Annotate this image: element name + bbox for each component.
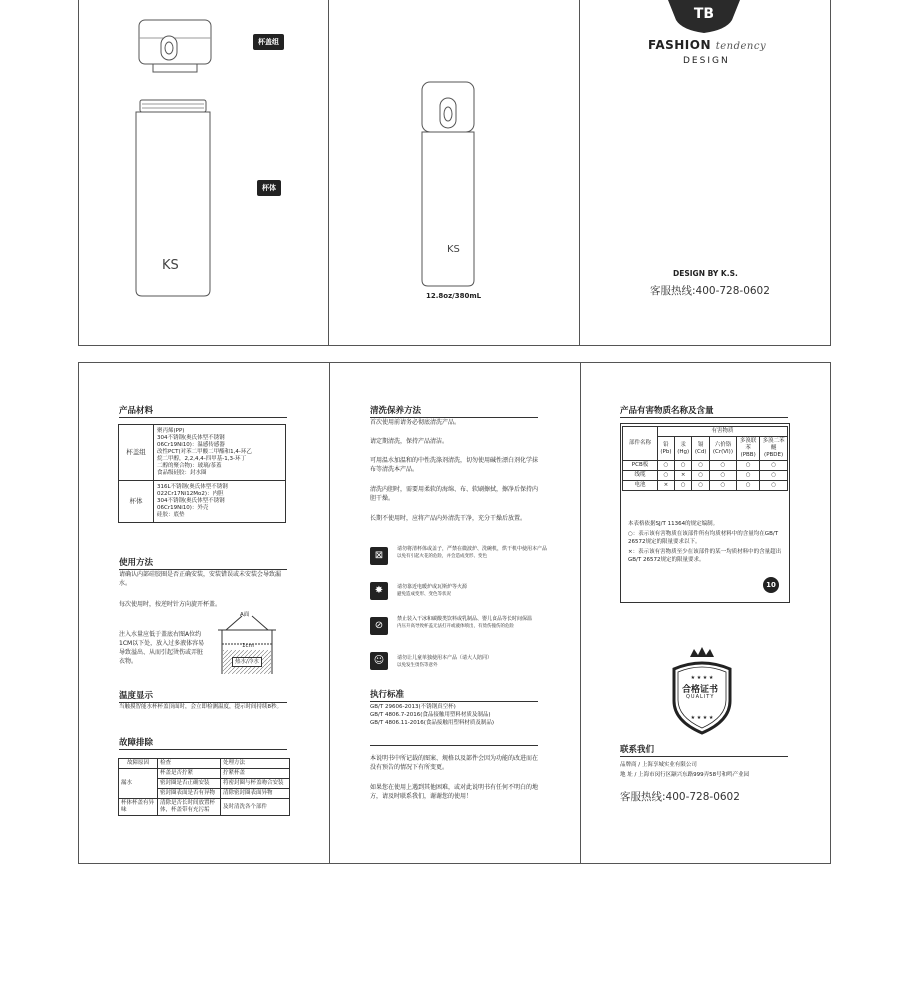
material-item: 06Cr19Ni10)：外壳 — [157, 505, 209, 511]
materials-row-lid — [119, 425, 286, 481]
care-p1: 首次使用前请务必彻底清洗产品。 — [370, 419, 461, 426]
material-item: 改性PCT(对苯二甲酸二甲酯和1,4-环乙 — [157, 449, 252, 455]
no-carbonated-warning-icon: ⊘ — [370, 617, 388, 635]
standards-divider — [370, 745, 538, 746]
warning-main: 禁止装入干冰和碳酸类饮料或乳制品、婴儿食品等长时间保温 — [397, 616, 533, 622]
brand-script: tendency — [715, 41, 767, 52]
hazard-val: ○ — [674, 481, 692, 491]
svg-text:TB: TB — [693, 6, 715, 22]
trouble-row — [119, 789, 290, 799]
hazard-val: ○ — [760, 481, 788, 491]
cert-title: 合格证书 — [682, 685, 719, 695]
usage-p2: 每次使用时，按逆时针方向旋开杯盖。 — [119, 601, 222, 608]
material-item: 316L不锈钢(奥氏体型不锈钢 — [157, 484, 228, 490]
warning-text — [397, 655, 547, 669]
warning-main: 请勿靠近电暖炉或瓦斯炉等火源 — [397, 584, 468, 590]
trouble-cell: 密封圈是否正确安装 — [158, 779, 221, 789]
trouble-cell: 杯盖是否拧紧 — [158, 769, 221, 779]
material-item: 硅胶：底垫 — [157, 512, 185, 518]
hazard-val: ○ — [760, 461, 788, 471]
hazard-row-name: 电池 — [623, 481, 658, 491]
trouble-cell: 及时清洗各个部件 — [221, 799, 290, 816]
cup-logo: KS — [162, 258, 179, 273]
top-hotline: 客服热线:400-728-0602 — [650, 285, 770, 297]
hazard-row-name: PCB板 — [623, 461, 658, 471]
hazard-col: 汞(Hg) — [674, 437, 692, 461]
hazard-group-header: 有害物质 — [658, 427, 788, 437]
warning-sub: 以免发生烫伤等意外 — [397, 663, 438, 668]
hazard-val: ○ — [692, 481, 709, 491]
material-item: 二醇的聚合物)：玻璃/茶蓋 — [157, 463, 222, 469]
diagram-a-label: A面 — [240, 612, 250, 618]
trouble-cell: 清除密封圈表面异物 — [221, 789, 290, 799]
materials-part: 杯体 — [119, 481, 154, 523]
lid-illustration — [135, 16, 215, 74]
brand-line1: FASHION — [648, 38, 712, 52]
hazard-val: ○ — [658, 461, 675, 471]
trouble-cell: 拧紧杯盖 — [221, 769, 290, 779]
hazard-col: 多溴联苯(PBB) — [737, 437, 760, 461]
materials-title: 产品材料 — [119, 404, 287, 418]
hazard-val: ○ — [737, 461, 760, 471]
svg-text:★ ★ ★ ★: ★ ★ ★ ★ — [690, 675, 714, 681]
bottom-divider-1 — [329, 362, 330, 864]
usage-p1: 请确认内部硅胶圈是否正确安装，安装错误或未安装会导致漏水。 — [119, 571, 282, 587]
hazard-val: ○ — [737, 481, 760, 491]
warning-text — [397, 546, 547, 560]
contact-address: 地 址 / 上海市闵行区颛兴东路999弄58号和鸣产业园 — [620, 772, 750, 778]
temp-text: 当触摸智能水杯杯盖顶面时，会立即检测温度，提示时间持续8秒。 — [119, 704, 283, 710]
hazard-val: ○ — [709, 481, 736, 491]
hazard-header-row — [623, 427, 788, 437]
child-warning-icon: ☺ — [370, 652, 388, 670]
standards-p2: 如果您在使用上遇到其他困难，或对此说明书有任何不明白的地方，请及时联系我们，谢谢您的使用！ — [370, 784, 539, 800]
standard-line: GB/T 29606-2013(不锈钢真空杯) — [370, 704, 456, 710]
standard-line: GB/T 4806.7-2016(食品接触用塑料材质及制品) — [370, 712, 491, 718]
hazard-row — [623, 471, 788, 481]
temp-title: 温度显示 — [119, 689, 287, 703]
body-badge: 杯体 — [257, 180, 281, 196]
standard-line: GB/T 4806.11-2016(食品接触用塑料材质及制品) — [370, 720, 495, 726]
diagram-water-label: 热水/冷水 — [232, 657, 262, 667]
hazard-val: × — [658, 481, 675, 491]
material-item: 304不锈钢(奥氏体型不锈钢 — [157, 498, 225, 504]
material-item: 304不锈钢(奥氏体型不锈钢 — [157, 435, 225, 441]
brand-name — [648, 38, 766, 52]
hazard-note2: ○：表示该有害物质在该部件所有均质材料中的含量均在GB/T 26572规定的限量要求以下。 — [628, 531, 779, 545]
warning-text — [397, 584, 547, 598]
hazard-note1: 本表格依据SJ/T 11364的规定编制。 — [628, 521, 719, 527]
hazard-part-header: 部件名称 — [623, 427, 658, 461]
contact-title: 联系我们 — [620, 743, 788, 757]
svg-text:★ ★ ★ ★: ★ ★ ★ ★ — [690, 715, 714, 721]
hazard-col: 镉(Cd) — [692, 437, 709, 461]
warning-sub: 以免有引起火花的危险，并会造成变形、变色 — [397, 554, 487, 559]
fire-warning-icon: ✸ — [370, 582, 388, 600]
hazard-val: × — [674, 471, 692, 481]
hazard-title: 产品有害物质名称及含量 — [620, 404, 788, 418]
assembled-cup-logo: KS — [447, 244, 460, 255]
warning-sub: 内压升高导致杯盖无法打开或液体喷出，有烫伤撞伤的危险 — [397, 624, 514, 629]
care-p5: 长期不使用时，应将产品内外清洗干净，充分干燥后放置。 — [370, 515, 527, 522]
hazard-val: ○ — [737, 471, 760, 481]
materials-part: 杯盖组 — [119, 425, 154, 481]
designer-credit: DESIGN BY K.S. — [673, 269, 738, 278]
trouble-row — [119, 769, 290, 779]
material-item: 烷二甲醇，2,2,4,4-四甲基-1,3-环丁 — [157, 456, 246, 462]
hazard-note3: ×：表示该有害物质至少在该部件的某一均质材料中的含量超出GB/T 26572规定的限量要求。 — [628, 549, 782, 563]
top-divider-1 — [328, 0, 329, 345]
hazard-val: ○ — [760, 471, 788, 481]
care-p4: 清洗内胆时，需要用柔软的海绵、布、软刷擦拭，擦净后保持内胆干燥。 — [370, 486, 539, 502]
hazard-val: ○ — [692, 461, 709, 471]
material-item: 022Cr17Ni12Mo2)：内胆 — [157, 491, 224, 497]
hazard-val: ○ — [709, 471, 736, 481]
trouble-cell: 漏水 — [119, 779, 158, 789]
materials-row-body — [119, 481, 286, 523]
standards-p1: 本说明书中所记载的图案、规格以及部件会因为功能的改进而在没有预告的情况下有所变更。 — [370, 755, 539, 771]
materials-table — [118, 424, 286, 523]
eco-label-icon: 10 — [763, 577, 779, 593]
trouble-header — [119, 759, 290, 769]
brand-line2: DESIGN — [683, 56, 730, 66]
warning-main: 请勿让儿童单独使用本产品（请大人陪同） — [397, 655, 493, 661]
warning-main: 请勿将清杯体或盖子，严禁在微波炉、洗碗机，烘干机中使用本产品 — [397, 546, 548, 552]
brand-emblem — [662, 0, 746, 34]
hazard-col: 六价铬(Cr(VI)) — [709, 437, 736, 461]
microwave-warning-icon: ⊠ — [370, 547, 388, 565]
bottom-divider-2 — [580, 362, 581, 864]
usage-p3: 注入水量应低于盖底右图A位约1CM以下处，放入过多液体容易导致溢出、从而引起烫伤或弄脏衣物。 — [119, 631, 205, 665]
contact-hotline: 客服热线:400-728-0602 — [620, 791, 740, 803]
assembled-cup-illustration — [418, 80, 478, 292]
trouble-header-cell: 处理方法 — [221, 759, 290, 769]
hazard-val: ○ — [692, 471, 709, 481]
trouble-header-cell: 检查 — [158, 759, 221, 769]
capacity-label: 12.8oz/380mL — [426, 292, 482, 300]
trouble-row — [119, 799, 290, 816]
materials-items — [154, 425, 286, 481]
hazard-col: 多溴二苯醚(PBDE) — [760, 437, 788, 461]
care-title: 清洗保养方法 — [370, 404, 538, 418]
material-item: 06Cr19Ni10)：温感传感器 — [157, 442, 225, 448]
diagram-cm-label: 1cm — [242, 643, 254, 649]
standards-title: 执行标准 — [370, 688, 538, 702]
trouble-title: 故障排除 — [119, 736, 287, 750]
trouble-row — [119, 779, 290, 789]
hazard-row-name: 线缆 — [623, 471, 658, 481]
trouble-cell — [119, 789, 158, 799]
trouble-cell: 清除是否长时间放置杯体，杯盖带有充污垢 — [158, 799, 221, 816]
trouble-cell: 密封圈表面是否有异物 — [158, 789, 221, 799]
hazard-val: ○ — [709, 461, 736, 471]
warning-text — [397, 616, 547, 630]
material-item: 食品级硅胶：封水圈 — [157, 470, 207, 476]
hazard-row — [623, 461, 788, 471]
warning-sub: 避免造成变形、变色等状况 — [397, 592, 451, 597]
material-item: 聚丙烯(PP) — [157, 428, 185, 434]
trouble-table — [118, 758, 290, 816]
hazard-val: ○ — [658, 471, 675, 481]
hazard-col: 铅(Pb) — [658, 437, 675, 461]
trouble-header-cell: 故障原因 — [119, 759, 158, 769]
trouble-cell — [119, 769, 158, 779]
hazard-row — [623, 481, 788, 491]
cert-sub: QUALITY — [686, 694, 715, 700]
care-p2: 请定期清洗，保持产品清洁。 — [370, 438, 449, 445]
materials-items — [154, 481, 286, 523]
trouble-cell: 将密封圈与杯盖吻合安装 — [221, 779, 290, 789]
hazard-table — [622, 426, 788, 491]
hazard-val: ○ — [674, 461, 692, 471]
contact-brand: 品牌商 / 上海享城实业有限公司 — [620, 762, 697, 768]
usage-title: 使用方法 — [119, 556, 287, 570]
trouble-cell: 杯体杯盖有异味 — [119, 799, 158, 816]
top-divider-2 — [579, 0, 580, 345]
lid-badge: 杯盖组 — [253, 34, 284, 50]
care-p3: 可用温水加温和的中性洗涤剂清洗，切勿使用碱性漂白剂化学抹布等清洗本产品。 — [370, 457, 539, 473]
